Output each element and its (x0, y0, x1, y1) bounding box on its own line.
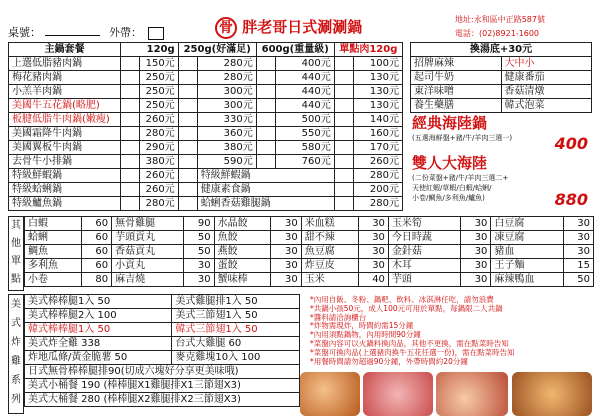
price-cell: 260元 (140, 113, 179, 127)
single-price: 30 (358, 231, 388, 245)
order-box[interactable] (178, 197, 197, 211)
price-cell: 130元 (353, 99, 402, 113)
price-cell: 760元 (275, 155, 334, 169)
single-item: 小卷 (25, 273, 82, 287)
order-box[interactable] (178, 71, 197, 85)
broth-option: 養生藥膳 (411, 99, 502, 113)
menu-row (9, 85, 403, 99)
double-price: 880 (554, 190, 588, 209)
double-line-1: (二份菜盤+豬/牛/羊肉三選二+ (412, 174, 509, 182)
single-price: 30 (271, 273, 301, 287)
fried-row (25, 295, 300, 309)
order-box[interactable] (178, 141, 197, 155)
single-price: 60 (81, 245, 111, 259)
single-price: 50 (563, 273, 593, 287)
single-price: 30 (461, 245, 491, 259)
special-price-2: 280元 (353, 197, 402, 211)
special-price: 260元 (140, 183, 179, 197)
order-box[interactable] (121, 141, 140, 155)
single-price: 50 (184, 245, 214, 259)
single-item: 白豆腐 (491, 217, 563, 231)
note-line: *內用自飯、冬粉、鍋粑、飲料、冰淇淋任吃，請勿浪費 (310, 295, 494, 304)
seafood-price: 400 (554, 134, 588, 153)
combo-item: 日式無骨棒棒腿排90(切成六塊好分享更美味哦) (25, 365, 300, 379)
order-box[interactable] (256, 155, 275, 169)
menu-row (9, 127, 403, 141)
price-cell: 300元 (197, 85, 256, 99)
price-cell: 440元 (275, 71, 334, 85)
single-row (25, 231, 594, 245)
takeout-checkbox[interactable] (148, 27, 164, 40)
order-box[interactable] (256, 71, 275, 85)
price-cell: 300元 (197, 99, 256, 113)
fried-item: 美式炸全雞 338 (25, 337, 172, 351)
item-name: 去骨牛小排鍋 (9, 155, 121, 169)
single-item: 凍豆腐 (491, 231, 563, 245)
fried-row (25, 337, 300, 351)
price-cell: 260元 (353, 155, 402, 169)
single-price: 30 (358, 259, 388, 273)
special-name-2: 特級鮮蝦鍋 (197, 169, 334, 183)
order-box[interactable] (121, 127, 140, 141)
price-cell: 250元 (140, 99, 179, 113)
single-row (25, 245, 594, 259)
combo-item: 美式大桶餐 280 (棒棒腿X2雞腿排X2三節翅X3) (25, 393, 300, 407)
order-box[interactable] (178, 85, 197, 99)
order-box[interactable] (178, 169, 197, 183)
table-label: 桌號： (8, 26, 41, 39)
broth-table (410, 42, 592, 113)
fried-row (25, 323, 300, 337)
order-box[interactable] (121, 99, 140, 113)
order-box[interactable] (121, 85, 140, 99)
seafood-subtitle: (五選海鮮盤+豬/牛/羊肉三選一) (412, 134, 513, 142)
single-price: 50 (184, 231, 214, 245)
order-box[interactable] (334, 183, 353, 197)
order-box[interactable] (178, 113, 197, 127)
order-box[interactable] (334, 155, 353, 169)
special-row (9, 169, 403, 183)
double-seafood-combo (412, 152, 592, 209)
fried-item: 麥克雞塊10入 100 (172, 351, 300, 365)
single-price: 80 (81, 273, 111, 287)
fried-item: 美式雞腿排1入 50 (172, 295, 300, 309)
item-name: 美國牛五花鍋(略肥) (9, 99, 121, 113)
price-cell: 580元 (275, 141, 334, 155)
single-item: 芋頭貢丸 (112, 231, 184, 245)
order-box[interactable] (121, 197, 140, 211)
special-name-2: 健康素食鍋 (197, 183, 334, 197)
order-box[interactable] (121, 113, 140, 127)
fried-item: 韓式棒棒腿1入 50 (25, 323, 172, 337)
price-cell: 280元 (197, 57, 256, 71)
price-cell: 160元 (353, 127, 402, 141)
order-box[interactable] (256, 113, 275, 127)
price-cell: 280元 (140, 127, 179, 141)
single-item: 蛋餃 (214, 259, 271, 273)
price-cell: 380元 (140, 155, 179, 169)
notes (310, 296, 592, 366)
fried-item: 台式大雞腿 60 (172, 337, 300, 351)
single-price: 30 (358, 245, 388, 259)
single-item: 木耳 (388, 259, 460, 273)
special-price: 280元 (140, 197, 179, 211)
special-name-2: 蛤蜊香菇雞腿鍋 (197, 197, 334, 211)
order-box[interactable] (334, 71, 353, 85)
single-price: 30 (271, 217, 301, 231)
single-price: 60 (81, 217, 111, 231)
order-box[interactable] (334, 169, 353, 183)
item-name: 板腱低脂牛肉鍋(嫩瘦) (9, 113, 121, 127)
combo-row (25, 393, 300, 407)
single-item: 蛤蜊 (25, 231, 82, 245)
order-box[interactable] (256, 85, 275, 99)
combo-item: 美式小桶餐 190 (棒棒腿X1雞腿排X1三節翅X3) (25, 379, 300, 393)
item-name: 美國霜降牛肉鍋 (9, 127, 121, 141)
single-item: 金針菇 (388, 245, 460, 259)
single-item: 王子麵 (491, 259, 563, 273)
single-price: 30 (461, 273, 491, 287)
broth-option: 東洋味噌 (411, 85, 502, 99)
seafood-title: 經典海陸鍋 (412, 114, 488, 132)
price-cell: 140元 (353, 113, 402, 127)
special-name: 特級鱸魚鍋 (9, 197, 121, 211)
single-price: 90 (184, 217, 214, 231)
special-row (9, 197, 403, 211)
double-line-3: 小卷/鯛魚/多利魚/鱸魚) (412, 194, 485, 202)
order-box[interactable] (256, 99, 275, 113)
single-price: 30 (271, 245, 301, 259)
single-item: 甜不辣 (301, 231, 358, 245)
menu-row (9, 155, 403, 169)
fried-item: 美式棒棒腿1入 50 (25, 295, 172, 309)
order-box[interactable] (256, 57, 275, 71)
price-cell: 150元 (140, 57, 179, 71)
order-box[interactable] (178, 99, 197, 113)
meat-plate-photo (436, 372, 508, 416)
single-price: 30 (461, 231, 491, 245)
order-box[interactable] (334, 57, 353, 71)
table-number-field (8, 24, 164, 40)
price-cell: 500元 (275, 113, 334, 127)
order-box[interactable] (178, 57, 197, 71)
special-price: 260元 (140, 169, 179, 183)
main-hotpot-table (8, 42, 403, 211)
single-item: 芋頭 (388, 273, 460, 287)
logo-icon (215, 17, 237, 39)
single-row (25, 273, 594, 287)
single-row (25, 217, 594, 231)
note-line: *炸物需現炸，時間約需15分鐘 (310, 321, 414, 331)
single-price: 30 (271, 231, 301, 245)
single-item: 米血糕 (301, 217, 358, 231)
restaurant-title (215, 16, 362, 39)
note-line: *用餐時間請勿超過90分鐘，外帶時間約20分鐘 (310, 356, 468, 366)
single-item: 蟹味棒 (214, 273, 271, 287)
single-price: 30 (461, 259, 491, 273)
broth-header: 換湯底+30元 (411, 43, 592, 57)
fried-item: 韓式三節翅1入 50 (172, 323, 300, 337)
order-box[interactable] (178, 127, 197, 141)
phone: 電話：(02)8921-1600 (455, 29, 540, 38)
broth-option: 韓式泡菜 (501, 99, 592, 113)
price-cell: 250元 (140, 85, 179, 99)
single-item: 麻辣鴨血 (491, 273, 563, 287)
note-line: *內用須點鍋物，內用時間90分鐘 (310, 330, 421, 340)
special-price-2: 200元 (353, 183, 402, 197)
fried-item: 炸地瓜條/黃金脆薯 50 (25, 351, 172, 365)
note-line: *菜盤可換肉品(上選豬肉換牛五花任選一份)，需在點菜時告知 (310, 347, 515, 357)
broth-option: 大中小 (501, 57, 592, 71)
single-item: 魚豆腐 (301, 245, 358, 259)
menu-row (9, 71, 403, 85)
price-cell: 380元 (197, 141, 256, 155)
price-cell: 170元 (353, 141, 402, 155)
combo-row (25, 379, 300, 393)
price-cell: 550元 (275, 127, 334, 141)
item-name: 上選低脂豬肉鍋 (9, 57, 121, 71)
fried-item: 美式三節翅1入 50 (172, 309, 300, 323)
order-box[interactable] (334, 197, 353, 211)
col-header-600: 600g(重量級) (256, 43, 334, 57)
single-item: 鯛魚 (25, 245, 82, 259)
col-header-set: 主鍋套餐 (9, 43, 121, 57)
single-price: 30 (271, 259, 301, 273)
single-price: 30 (563, 217, 593, 231)
note-line: *醬料請洽詢櫃台 (310, 312, 367, 322)
col-header-single-meat: 單點肉120g (334, 43, 402, 57)
price-cell: 330元 (197, 113, 256, 127)
broth-row (411, 85, 592, 99)
order-box[interactable] (334, 127, 353, 141)
single-price: 30 (563, 231, 593, 245)
order-box[interactable] (334, 113, 353, 127)
table-number-blank[interactable] (45, 35, 100, 36)
single-price: 30 (184, 259, 214, 273)
single-price: 30 (184, 273, 214, 287)
menu-row (9, 99, 403, 113)
single-item: 玉米筍 (388, 217, 460, 231)
order-box[interactable] (121, 155, 140, 169)
single-item: 魚餃 (214, 231, 271, 245)
seafood-combo (412, 112, 592, 153)
broth-option: 招牌麻辣 (411, 57, 502, 71)
single-item: 燕餃 (214, 245, 271, 259)
price-cell: 440元 (275, 85, 334, 99)
special-name: 特級蛤蜊鍋 (9, 183, 121, 197)
roast-chicken-photo (512, 372, 592, 416)
fried-chicken-label: 美 式 炸 雞 系 列 (8, 294, 24, 414)
title-text: 胖老哥日式涮涮鍋 (242, 18, 363, 36)
order-box[interactable] (334, 141, 353, 155)
single-item: 香菇貢丸 (112, 245, 184, 259)
price-cell: 280元 (197, 71, 256, 85)
order-box[interactable] (334, 99, 353, 113)
price-cell: 440元 (275, 99, 334, 113)
order-box[interactable] (121, 57, 140, 71)
item-name: 小羔羊肉鍋 (9, 85, 121, 99)
special-row (9, 183, 403, 197)
order-box[interactable] (178, 155, 197, 169)
col-header-120: 120g (121, 43, 179, 57)
menu-row (9, 141, 403, 155)
price-cell: 360元 (197, 127, 256, 141)
broth-option: 香菇清燉 (501, 85, 592, 99)
order-box[interactable] (121, 183, 140, 197)
special-name: 特級鮮蝦鍋 (9, 169, 121, 183)
single-item: 水晶餃 (214, 217, 271, 231)
single-items-label: 其 他 單 點 (8, 216, 24, 291)
fried-chicken-photo (300, 372, 360, 416)
single-item: 玉米 (301, 273, 358, 287)
note-line: *共鍋小孩50元，成人100元可用於單點，每鍋限二人共鍋 (310, 303, 503, 313)
single-price: 60 (81, 259, 111, 273)
single-item: 炸豆皮 (301, 259, 358, 273)
menu-row (9, 113, 403, 127)
single-item: 白蝦 (25, 217, 82, 231)
broth-row (411, 71, 592, 85)
single-item: 今日時蔬 (388, 231, 460, 245)
order-box[interactable] (256, 127, 275, 141)
price-cell: 400元 (275, 57, 334, 71)
single-row (25, 259, 594, 273)
single-items-table (24, 216, 594, 287)
single-item: 小貢丸 (112, 259, 184, 273)
price-cell: 590元 (197, 155, 256, 169)
price-cell: 290元 (140, 141, 179, 155)
single-item: 豬血 (491, 245, 563, 259)
combo-row (25, 365, 300, 379)
menu-row (9, 57, 403, 71)
price-cell: 130元 (353, 71, 402, 85)
item-name: 梅花豬肉鍋 (9, 71, 121, 85)
broth-row (411, 57, 592, 71)
single-item: 麻吉燒 (112, 273, 184, 287)
single-price: 30 (358, 217, 388, 231)
order-box[interactable] (121, 71, 140, 85)
single-item: 多利魚 (25, 259, 82, 273)
price-cell: 100元 (353, 57, 402, 71)
address: 地址:永和區中正路587號 (455, 15, 545, 24)
double-title: 雙人大海陸 (412, 154, 488, 172)
single-price: 30 (461, 217, 491, 231)
special-price-2: 280元 (353, 169, 402, 183)
main-table-header (9, 43, 403, 57)
col-header-250: 250g(好滿足) (178, 43, 256, 57)
single-price: 15 (563, 259, 593, 273)
fried-chicken-table (24, 294, 300, 407)
single-price: 40 (358, 273, 388, 287)
single-price: 30 (563, 245, 593, 259)
fried-item: 美式棒棒腿2入 100 (25, 309, 172, 323)
beef-plate-photo (363, 372, 433, 416)
item-name: 美國翼板牛肉鍋 (9, 141, 121, 155)
order-box[interactable] (121, 169, 140, 183)
fried-row (25, 351, 300, 365)
price-cell: 250元 (140, 71, 179, 85)
order-box[interactable] (334, 85, 353, 99)
fried-row (25, 309, 300, 323)
single-price: 60 (81, 231, 111, 245)
double-line-2: 天使紅蝦/草蝦/白蝦/蛤蜊/ (412, 184, 492, 192)
order-box[interactable] (256, 141, 275, 155)
broth-row (411, 99, 592, 113)
order-box[interactable] (178, 183, 197, 197)
price-cell: 130元 (353, 85, 402, 99)
single-item: 無骨雞腿 (112, 217, 184, 231)
broth-option: 起司牛奶 (411, 71, 502, 85)
note-line: *菜盤內容可以火鍋料換肉品，其他不更換，需在點菜時告知 (310, 338, 509, 348)
takeout-label: 外帶： (109, 26, 142, 39)
broth-option: 健康番茄 (501, 71, 592, 85)
